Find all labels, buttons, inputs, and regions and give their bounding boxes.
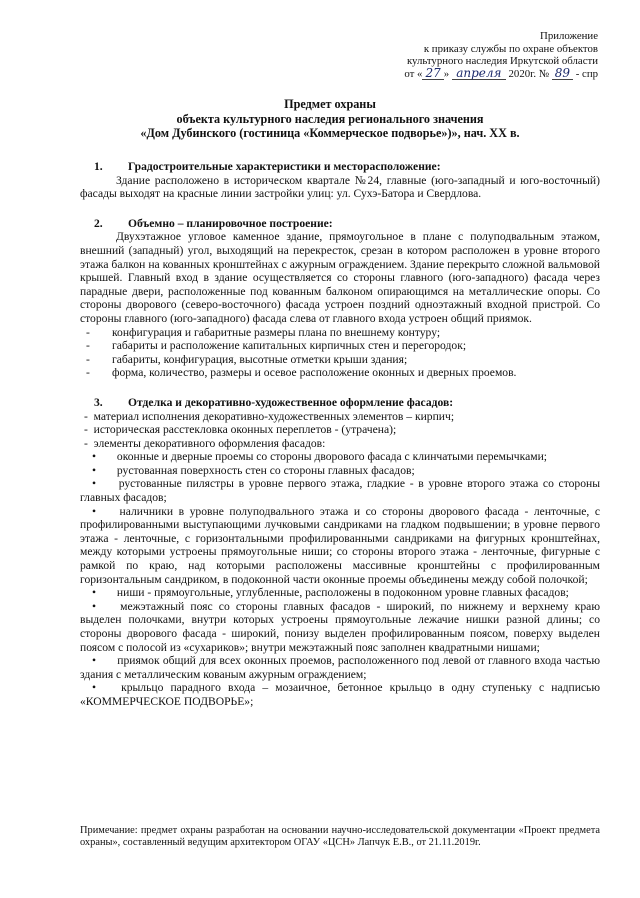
section-paragraph: Здание расположено в историческом квартале №24, главные (юго-западный и юго-восточный) фасады выходят на красные линии застройки улиц: ул. Сухэ-Батора и Свердлова. bbox=[80, 173, 600, 201]
section-title: Отделка и декоративно-художественное оформление фасадов: bbox=[128, 395, 454, 409]
bullet-item: • крыльцо парадного входа – мозаичное, бетонное крыльцо в одну ступеньку с надписью «КОММЕРЧЕСКОЕ ПОДВОРЬЕ»; bbox=[80, 681, 600, 708]
section-title: Объемно – планировочное построение: bbox=[128, 216, 333, 230]
date-year: 2020г. № bbox=[508, 67, 550, 80]
bullet-item: • рустованная поверхность стен со стороны главных фасадов; bbox=[92, 463, 415, 477]
document-title bbox=[60, 97, 600, 141]
appendix-date-line bbox=[404, 65, 598, 81]
appendix-line: Приложение bbox=[540, 30, 598, 42]
date-prefix: от « bbox=[404, 67, 423, 80]
list-item: - материал исполнения декоративно-художественных элементов – кирпич; bbox=[84, 409, 455, 423]
section-paragraph: Двухэтажное угловое каменное здание, прямоугольное в плане с полуподвальным этажом, внешний (западный) угол, выходящий на перекресток, срезан в котором расположен в уровне второго этажа балкон на кованных кронштейнах с ажурным ограждением. Здание перекрыто сложной вальмовой крышей. Главный вход в здание осуществляется со стороны главного (юго-западного) фасада через парадные двери, расположенные под кованным балконом опирающимся на металлические опоры. Со стороны дворового (северо-восточного) фасада устроен поздний одноэтажный входной пристрой. Со стороны главного (юго-западного) фасада слева от главного входа устроен общий приямок. bbox=[80, 230, 600, 325]
title-line: объекта культурного наследия регионального значения bbox=[176, 111, 484, 126]
footnote: Примечание: предмет охраны разработан на основании научно-исследовательской документации «Проект предмета охраны», составленный ведущим архитектором ОГАУ «ЦСН» Лапчук Е.В., от 21.11.2019г. bbox=[80, 825, 600, 849]
list-item: - габариты и расположение капитальных кирпичных стен и перегородок; bbox=[86, 339, 467, 353]
bullet-item: • наличники в уровне полуподвального этажа и со стороны дворового фасада - ленточные, с профилированными выступающими лучковыми сандриками на гладком подвышении; в уровне первого этажа - ленточные, с горизонтальными профилированными сандриками на фигурных кронштейнах, между которыми устроены прямоугольные ниши; со стороны второго этажа - ленточные, фигурные с рамкой по краю, над которыми расположены массивные кронштейны с профилированным горизонтальным сандриком, в подоконной части оконные проемы объединены между собой полочкой; bbox=[80, 504, 600, 586]
document-body bbox=[80, 154, 600, 709]
bullet-item: • межэтажный пояс со стороны главных фасадов - широкий, по нижнему и верхнему краю выделен полочками, внутри которых устроены прямоугольные лежачие нишки разной длины; со стороны дворового фасада - широкий, понизу выделен профилированным поясом, поверху выделен поясом с полосой из «сухариков»; внутри межэтажный пояс заполнен квадратными нишами; bbox=[80, 599, 600, 654]
list-item: - форма, количество, размеры и осевое расположение оконных и дверных проемов. bbox=[86, 366, 517, 380]
section-heading bbox=[80, 160, 600, 174]
title-line: «Дом Дубинского (гостиница «Коммерческое подворье»)», нач. XX в. bbox=[140, 126, 520, 141]
section-number: 3. bbox=[94, 395, 103, 409]
appendix-line: культурного наследия Иркутской области bbox=[406, 55, 598, 68]
list-item: - историческая расстекловка оконных переплетов - (утрачена); bbox=[84, 423, 397, 437]
title-line: Предмет охраны bbox=[284, 97, 376, 111]
date-suffix: - спр bbox=[575, 67, 598, 80]
section-number: 2. bbox=[94, 216, 103, 230]
list-item: - конфигурация и габаритные размеры плана по внешнему контуру; bbox=[86, 325, 441, 339]
handwritten-number: 89 bbox=[552, 68, 573, 80]
section-title: Градостроительные характеристики и месторасположение: bbox=[128, 160, 441, 173]
appendix-line: к приказу службы по охране объектов bbox=[423, 42, 598, 55]
bullet-item: • приямок общий для всех оконных проемов, расположенного под левой от главного входа частью здания с металлическим кованым ажурным ограждением; bbox=[80, 654, 600, 681]
handwritten-month: апреля bbox=[452, 68, 506, 80]
appendix-header bbox=[404, 30, 598, 80]
section-heading bbox=[80, 396, 600, 410]
date-mid: » bbox=[443, 67, 450, 80]
bullet-item: • оконные и дверные проемы со стороны дворового фасада с клинчатыми перемычками; bbox=[92, 450, 548, 464]
section-heading bbox=[80, 217, 600, 231]
list-item: - габариты, конфигурация, высотные отметки крыши здания; bbox=[86, 352, 408, 366]
list-item: - элементы декоративного оформления фасадов: bbox=[84, 436, 326, 450]
section-number: 1. bbox=[94, 160, 103, 173]
handwritten-day: 27 bbox=[422, 68, 443, 80]
bullet-item: • ниши - прямоугольные, углубленные, расположены в подоконном уровне главных фасадов; bbox=[92, 586, 569, 600]
bullet-item: • рустованные пилястры в уровне первого этажа, гладкие - в уровне второго этажа со стороны главных фасадов; bbox=[80, 477, 600, 505]
